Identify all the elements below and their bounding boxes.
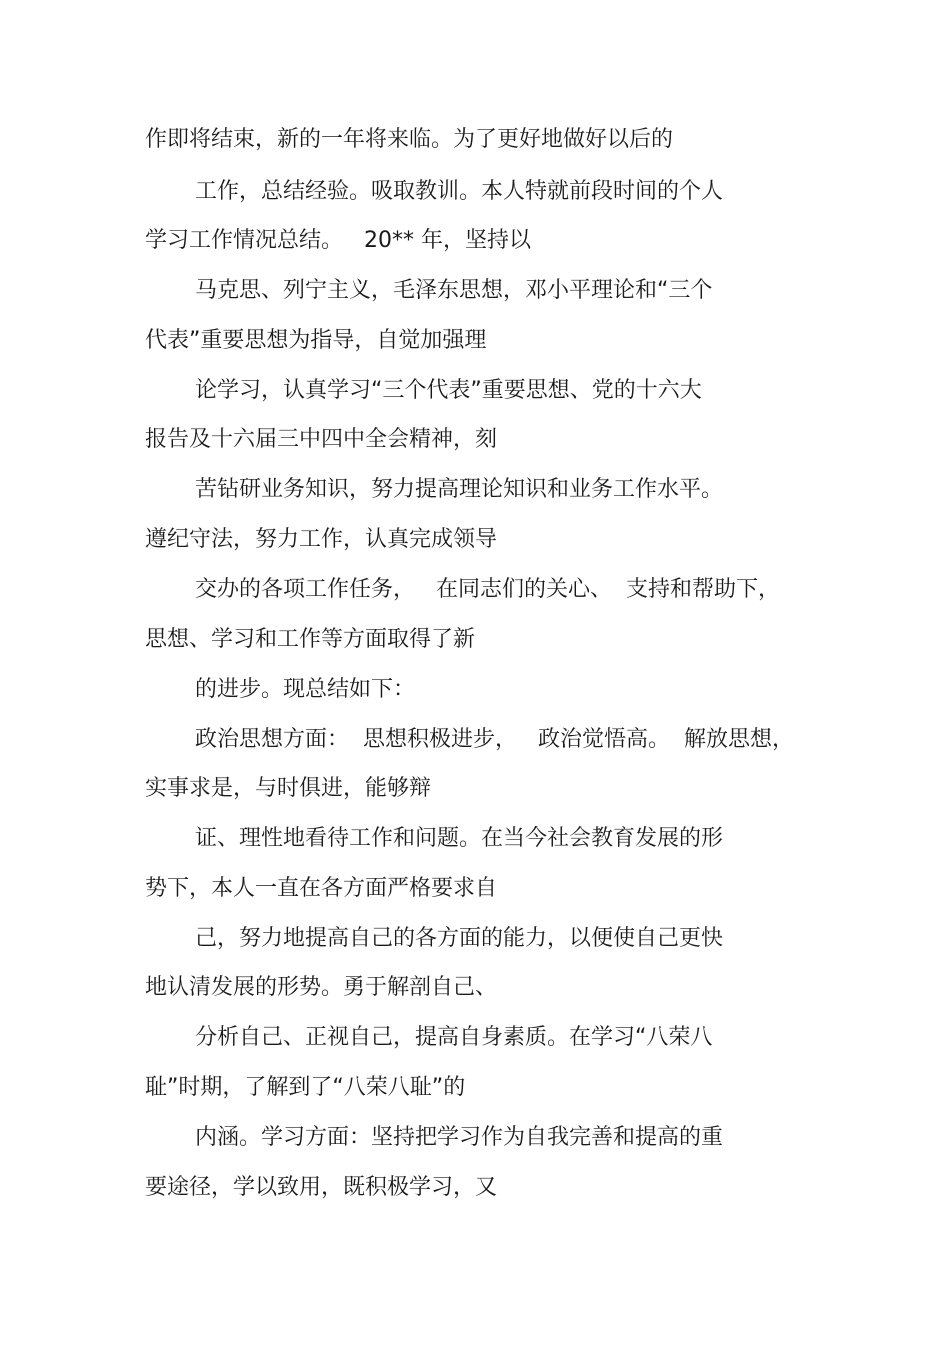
text-line: 耻”时期，了解到了“八荣八耻”的 xyxy=(145,1075,466,1100)
text-line: 学习工作情况总结。 20** 年，坚持以 xyxy=(145,228,531,253)
text-line: 要途径，学以致用，既积极学习，又 xyxy=(145,1175,498,1200)
text-line: 势下，本人一直在各方面严格要求自 xyxy=(145,876,498,901)
text-line: 报告及十六届三中四中全会精神，刻 xyxy=(145,427,498,452)
text-line: 的进步。现总结如下： xyxy=(195,677,416,702)
text-line: 工作，总结经验。吸取教训。本人特就前段时间的个人 xyxy=(195,179,724,204)
text-line: 作即将结束，新的一年将来临。为了更好地做好以后的 xyxy=(145,127,674,152)
text-line: 内涵。学习方面：坚持把学习作为自我完善和提高的重 xyxy=(195,1125,724,1150)
text-line: 证、理性地看待工作和问题。在当今社会教育发展的形 xyxy=(195,826,724,851)
text-line: 地认清发展的形势。勇于解剖自己、 xyxy=(145,975,498,1000)
text-line: 苦钻研业务知识，努力提高理论知识和业务工作水平。 xyxy=(195,477,724,502)
text-line: 论学习，认真学习“三个代表”重要思想、党的十六大 xyxy=(195,378,702,403)
text-line: 交办的各项工作任务， 在同志们的关心、 支持和帮助下， xyxy=(195,577,780,602)
text-line: 己，努力地提高自己的各方面的能力，以便使自己更快 xyxy=(195,926,724,951)
text-line: 分析自己、正视自己，提高自身素质。在学习“八荣八 xyxy=(195,1025,713,1050)
text-line: 马克思、列宁主义，毛泽东思想，邓小平理论和“三个 xyxy=(195,278,713,303)
text-line: 实事求是，与时俱进，能够辩 xyxy=(145,776,432,801)
text-line: 遵纪守法，努力工作，认真完成领导 xyxy=(145,527,498,552)
text-line: 思想、学习和工作等方面取得了新 xyxy=(145,627,476,652)
text-line: 代表”重要思想为指导，自觉加强理 xyxy=(145,328,487,353)
text-line: 政治思想方面： 思想积极进步， 政治觉悟高。 解放思想， xyxy=(195,727,794,752)
